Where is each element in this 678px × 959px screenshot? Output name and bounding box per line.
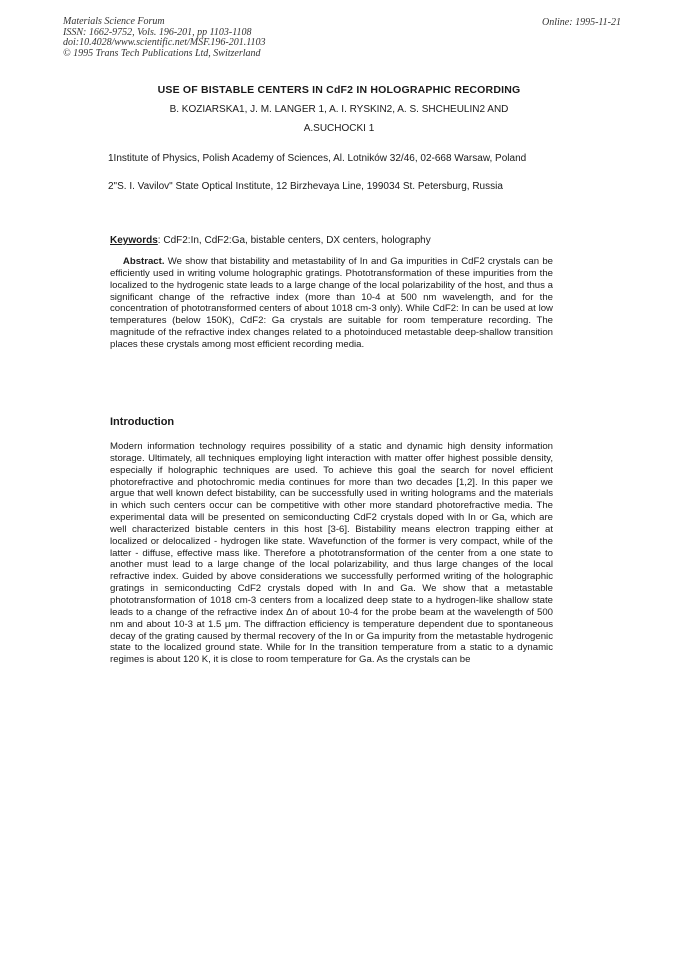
keywords (110, 235, 431, 246)
introduction-text: Modern information technology requires possibility of a static and dynamic high density information storage. Ultimately, all techniques employing light interaction with matter offer highest possible density, especially if holographic techniques are used. To achieve this goal the search for novel efficient photorefractive and photochromic media continues for more than two decades [1,2]. In this paper we argue that well known defect bistability, can be successfully used in writing holograms and the materials in which such centers occur can be competitive with other more standard photorefractive media. The experimental data will be presented on semiconducting CdF2 crystals doped with In or Ga, which are well characterized bistable centers in this host [3-6]. Bistability means electron trapping either at localized or delocalized - hydrogen like state. Wavefunction of the former is very compact, while of the latter - diffuse, effective mass like. Therefore a phototransformation of the center from a one state to another must lead to a large change of the local polarizability, and thus large changes of the local refractive index. Guided by above considerations we successfully performed writing of the holographic gratings in semiconducting CdF2 crystals doped with In and Ga. We show that a metastable phototransformation of 1018 cm-3 centers from a localized deep state to a hydrogen-like shallow state leads to a change of the refractive index Δn of about 10-4 for the probe beam at the wavelength of 500 nm and about 10-3 at 1.5 μm. The diffraction efficiency is temperature dependent due to spontaneous decay of the grating caused by thermal recovery of the In or Ga impurity from the metastable hydrogenic state to the localized ground state. While for In the transition temperature from a static to a dynamic regimes is about 120 K, it is close to room temperature for Ga. As the crystals can be (110, 441, 553, 666)
copyright-line: © 1995 Trans Tech Publications Ltd, Switzerland (63, 47, 261, 59)
introduction-body (110, 441, 553, 666)
authors-line-1: B. KOZIARSKA1, J. M. LANGER 1, A. I. RYSKIN2, A. S. SHCHEULIN2 AND (169, 104, 509, 115)
keywords-label: Keywords (110, 235, 158, 246)
affiliation-1: 1Institute of Physics, Polish Academy of Sciences, Al. Lotników 32/46, 02-668 Warsaw, Poland (108, 153, 527, 164)
abstract (110, 256, 553, 351)
abstract-label: Abstract. (122, 256, 165, 267)
abstract-text: We show that bistability and metastability of In and Ga impurities in CdF2 crystals can be efficiently used in writing volume holographic gratings. Phototransformation of these impurities from the localized to the hydrogenic state leads to a large change of the local polarizability of the host, and thus a significant change of the refractive index (more than 10-4 at 500 nm wavelength, and for the concentration of phototransformed centers of about 1018 cm-3 only). While CdF2: In can be used at low temperatures (below 150K), CdF2: Ga crystals are suitable for room temperature recording. The magnitude of the refractive index changes related to a photoinduced metastable deep-shallow transition places these crystals among most efficient recording media. (110, 256, 553, 350)
paper-title: USE OF BISTABLE CENTERS IN CdF2 IN HOLOGRAPHIC RECORDING (157, 84, 521, 96)
authors-line-2: A.SUCHOCKI 1 (303, 123, 375, 134)
doi-line[interactable]: doi:10.4028/www.scientific.net/MSF.196-201.1103 (63, 37, 266, 48)
section-heading-introduction: Introduction (110, 416, 175, 428)
keywords-text: : CdF2:In, CdF2:Ga, bistable centers, DX centers, holography (157, 235, 431, 246)
affiliation-2: 2"S. I. Vavilov" State Optical Institute, 12 Birzhevaya Line, 199034 St. Petersburg, Russia (108, 181, 503, 192)
journal-name: Materials Science Forum (63, 16, 165, 27)
journal-header (63, 17, 266, 59)
issn-line: ISSN: 1662-9752, Vols. 196-201, pp 1103-1108 (63, 26, 252, 38)
online-date: Online: 1995-11-21 (542, 17, 621, 28)
